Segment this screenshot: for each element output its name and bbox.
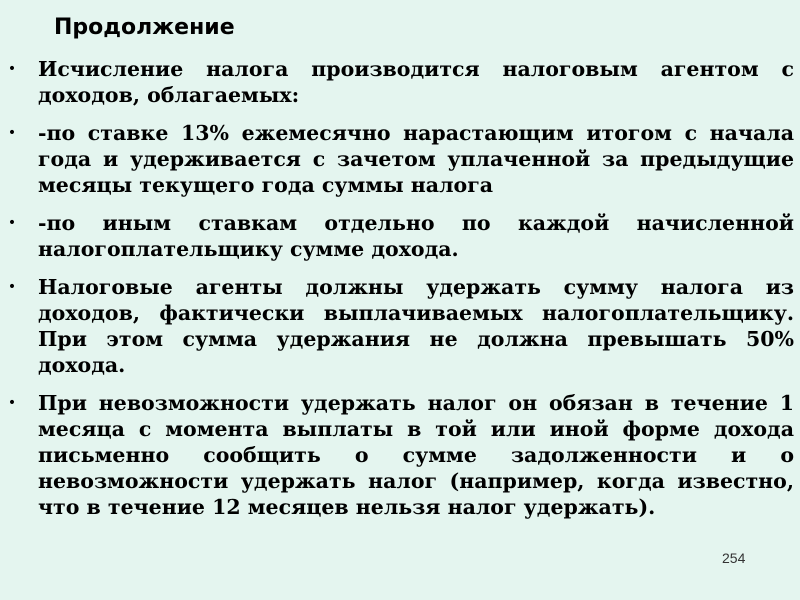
bullet-marker: •	[7, 279, 17, 295]
slide-title: Продолжение	[54, 15, 235, 40]
bullet-marker: •	[7, 125, 17, 141]
bullet-item	[0, 274, 800, 378]
bullet-item	[0, 390, 800, 520]
bullet-list	[0, 56, 800, 532]
bullet-marker: •	[7, 395, 17, 411]
bullet-text: -по иным ставкам отдельно по каждой начисленной налогоплательщику сумме дохода.	[38, 211, 794, 261]
bullet-marker: •	[7, 215, 17, 231]
bullet-item	[0, 210, 800, 262]
page-number: 254	[722, 550, 746, 566]
bullet-text: Налоговые агенты должны удержать сумму налога из доходов, фактически выплачиваемых налогоплательщику. При этом сумма удержания не должна превышать 50% дохода.	[38, 275, 794, 377]
bullet-item	[0, 56, 800, 108]
bullet-text: При невозможности удержать налог он обязан в течение 1 месяца с момента выплаты в той или иной форме дохода письменно сообщить о сумме задолженности и о невозможности удержать налог (например, когда известно, что в течение 12 месяцев нельзя налог удержать).	[38, 391, 794, 519]
bullet-text: -по ставке 13% ежемесячно нарастающим итогом с начала года и удерживается с зачетом уплаченной за предыдущие месяцы текущего года суммы налога	[38, 121, 794, 197]
bullet-marker: •	[7, 61, 17, 77]
bullet-text: Исчисление налога производится налоговым агентом с доходов, облагаемых:	[38, 57, 794, 107]
bullet-item	[0, 120, 800, 198]
